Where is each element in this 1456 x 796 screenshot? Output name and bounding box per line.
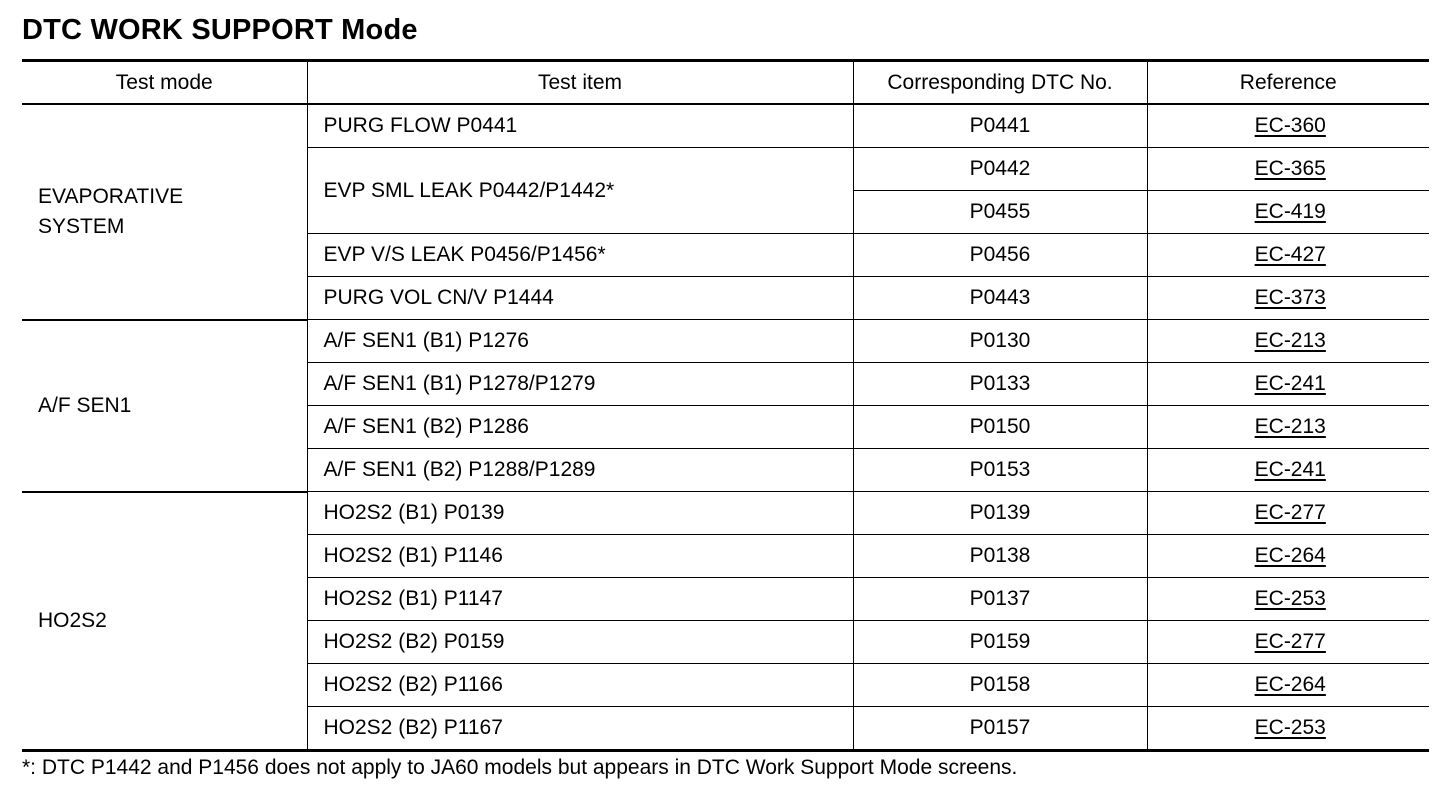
test-item: EVP SML LEAK P0442/P1442* [307, 148, 853, 234]
reference-link[interactable]: EC-373 [1254, 286, 1326, 309]
dtc-number: P0130 [853, 320, 1147, 363]
test-mode-line: HO2S2 [38, 608, 107, 632]
reference-link[interactable]: EC-365 [1254, 157, 1326, 180]
test-item: HO2S2 (B2) P0159 [307, 621, 853, 664]
reference-cell [1147, 707, 1429, 751]
dtc-number: P0442 [853, 148, 1147, 191]
dtc-number: P0441 [853, 104, 1147, 148]
reference-link[interactable]: EC-253 [1254, 587, 1326, 610]
header-dtc-no: Corresponding DTC No. [853, 61, 1147, 105]
dtc-number: P0456 [853, 234, 1147, 277]
table-row [22, 492, 1429, 535]
dtc-number: P0138 [853, 535, 1147, 578]
reference-link[interactable]: EC-277 [1254, 501, 1326, 524]
header-reference: Reference [1147, 61, 1429, 105]
test-item: HO2S2 (B2) P1167 [307, 707, 853, 751]
test-item: HO2S2 (B1) P1146 [307, 535, 853, 578]
reference-link[interactable]: EC-241 [1254, 458, 1326, 481]
reference-cell [1147, 492, 1429, 535]
reference-cell [1147, 234, 1429, 277]
test-item: PURG FLOW P0441 [307, 104, 853, 148]
dtc-number: P0443 [853, 277, 1147, 320]
test-item: PURG VOL CN/V P1444 [307, 277, 853, 320]
test-item: A/F SEN1 (B1) P1276 [307, 320, 853, 363]
reference-link[interactable]: EC-241 [1254, 372, 1326, 395]
test-mode-af-sen1 [22, 320, 307, 492]
test-item: A/F SEN1 (B2) P1286 [307, 406, 853, 449]
reference-cell [1147, 449, 1429, 492]
reference-cell [1147, 535, 1429, 578]
reference-link[interactable]: EC-264 [1254, 673, 1326, 696]
reference-cell [1147, 664, 1429, 707]
reference-cell [1147, 363, 1429, 406]
reference-link[interactable]: EC-419 [1254, 200, 1326, 223]
header-test-item: Test item [307, 61, 853, 105]
dtc-number: P0157 [853, 707, 1147, 751]
reference-cell [1147, 104, 1429, 148]
footnote: *: DTC P1442 and P1456 does not apply to JA60 models but appears in DTC Work Support Mode screens. [22, 756, 1018, 779]
reference-cell [1147, 277, 1429, 320]
test-item: EVP V/S LEAK P0456/P1456* [307, 234, 853, 277]
page-title: DTC WORK SUPPORT Mode [22, 14, 418, 46]
test-mode-line: SYSTEM [38, 214, 125, 238]
test-mode-evaporative-system [22, 104, 307, 320]
test-mode-line: A/F SEN1 [38, 393, 132, 417]
table-row [22, 320, 1429, 363]
dtc-number: P0133 [853, 363, 1147, 406]
reference-link[interactable]: EC-213 [1254, 329, 1326, 352]
test-mode-line: EVAPORATIVE [38, 184, 184, 208]
reference-link[interactable]: EC-264 [1254, 544, 1326, 567]
dtc-number: P0158 [853, 664, 1147, 707]
reference-cell [1147, 320, 1429, 363]
reference-cell [1147, 621, 1429, 664]
table-row [22, 104, 1429, 148]
reference-link[interactable]: EC-213 [1254, 415, 1326, 438]
test-item: HO2S2 (B1) P0139 [307, 492, 853, 535]
table-header-row [22, 61, 1429, 105]
dtc-number: P0150 [853, 406, 1147, 449]
reference-link[interactable]: EC-277 [1254, 630, 1326, 653]
reference-link[interactable]: EC-427 [1254, 243, 1326, 266]
header-test-mode: Test mode [22, 61, 307, 105]
reference-link[interactable]: EC-360 [1254, 114, 1326, 137]
dtc-work-support-table [22, 59, 1429, 752]
dtc-number: P0455 [853, 191, 1147, 234]
test-mode-ho2s2 [22, 492, 307, 751]
reference-link[interactable]: EC-253 [1254, 716, 1326, 739]
reference-cell [1147, 148, 1429, 191]
reference-cell [1147, 578, 1429, 621]
dtc-number: P0139 [853, 492, 1147, 535]
test-item: HO2S2 (B2) P1166 [307, 664, 853, 707]
test-item: A/F SEN1 (B2) P1288/P1289 [307, 449, 853, 492]
test-item: A/F SEN1 (B1) P1278/P1279 [307, 363, 853, 406]
reference-cell [1147, 406, 1429, 449]
dtc-number: P0137 [853, 578, 1147, 621]
dtc-number: P0153 [853, 449, 1147, 492]
reference-cell [1147, 191, 1429, 234]
dtc-number: P0159 [853, 621, 1147, 664]
test-item: HO2S2 (B1) P1147 [307, 578, 853, 621]
